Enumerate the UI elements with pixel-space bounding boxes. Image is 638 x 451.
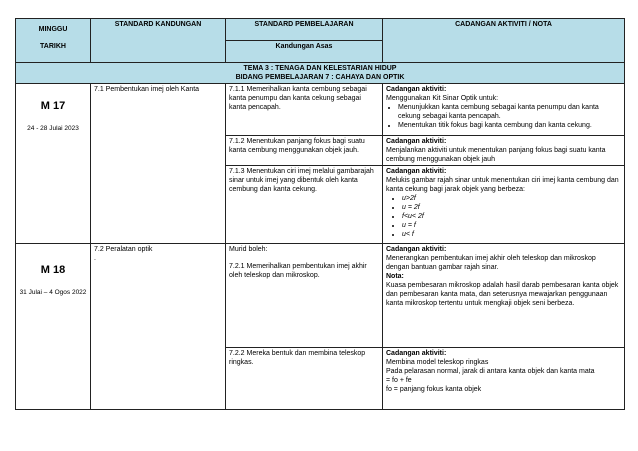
sp-7-1-3: 7.1.3 Menentukan ciri imej melalui gambarajah sinar untuk imej yang dibentuk oleh kanta cembung dan kanta cekung. [226, 166, 383, 244]
note-7-2-1-text: Menerangkan pembentukan imej akhir oleh teleskop dan mikroskop dengan bantuan gambar rajah sinar. [386, 255, 596, 271]
note-7-1-3-bullets [386, 194, 621, 239]
week-m18-cell [16, 244, 91, 410]
header-tarikh: TARIKH [16, 41, 91, 63]
note-7-1-2-title: Cadangan aktiviti: [386, 138, 447, 145]
nota-7-2-1-title: Nota: [386, 273, 404, 280]
note-7-1-2 [383, 136, 625, 166]
week-m17: M 17 [40, 100, 66, 112]
sp-7-2-1 [226, 244, 383, 348]
theme-row [16, 63, 625, 84]
list-item: • u< f [402, 230, 621, 239]
sp-7-1-2: 7.1.2 Menentukan panjang fokus bagi suatu kanta cembung menggunakan objek jauh. [226, 136, 383, 166]
sk-7-2-dot: . [94, 255, 96, 262]
note-7-2-1 [383, 244, 625, 348]
sk-7-1-text: 7.1 Pembentukan imej oleh Kanta [94, 86, 200, 93]
sp-7-2-1-text: 7.2.1 Memerihalkan pembentukan imej akhir oleh teleskop dan mikroskop. [229, 263, 367, 279]
header-standard-pembelajaran: STANDARD PEMBELAJARAN [226, 19, 383, 41]
sp-7-1-1: 7.1.1 Memerihalkan kanta cembung sebagai kanta penumpu dan kanta cekung sebagai kanta pencapah. [226, 84, 383, 136]
list-item: • u>2f [402, 194, 621, 203]
list-item: • u = f [402, 221, 621, 230]
theme-area: BIDANG PEMBELAJARAN 7 : CAHAYA DAN OPTIK [235, 74, 405, 81]
header-kandungan-asas: Kandungan Asas [226, 41, 383, 63]
header-cadangan: CADANGAN AKTIVITI / NOTA [383, 19, 625, 63]
sp-7-2-1-intro: Murid boleh: [229, 246, 268, 253]
nota-7-2-1-text: Kuasa pembesaran mikroskop adalah hasil darab pembesaran kanta objek dan pembesaran kanta mata, dan seterusnya mewajarkan penggunaan kanta mikroskop tertentu untuk mengkaji objek seni berbeza. [386, 282, 619, 307]
note-7-1-1-title: Cadangan aktiviti: [386, 86, 447, 93]
list-item: • f<u< 2f [402, 212, 621, 221]
list-item: • u = 2f [402, 203, 621, 212]
list-item: • Menunjukkan kanta cembung sebagai kanta penumpu dan kanta cekung sebagai kanta pencapah. [398, 103, 621, 121]
week-m18: M 18 [40, 264, 66, 276]
lesson-plan-table [15, 18, 625, 410]
note-7-2-2-title: Cadangan aktiviti: [386, 350, 447, 357]
note-7-1-1 [383, 84, 625, 136]
note-7-2-2 [383, 348, 625, 410]
header-minggu [16, 19, 91, 41]
week-m18-date: 31 Julai – 4 Ogos 2022 [19, 289, 87, 296]
note-7-2-2-line: Pada pelarasan normal, jarak di antara kanta objek dan kanta mata [386, 368, 595, 375]
note-7-1-3-text: Melukis gambar rajah sinar untuk menentukan ciri imej kanta cembung dan kanta cekung bagi jarak objek yang berbeza: [386, 177, 619, 193]
note-7-1-3-title: Cadangan aktiviti: [386, 168, 447, 175]
note-7-1-1-bullets [386, 103, 621, 130]
note-7-1-1-text: Menggunakan Kit Sinar Optik untuk: [386, 95, 499, 102]
sk-7-1 [91, 84, 226, 244]
note-7-2-2-line: = fo + fe [386, 377, 412, 384]
note-7-1-2-text: Menjalankan aktiviti untuk menentukan panjang fokus bagi suatu kanta cembung menggunakan objek jauh [386, 147, 606, 163]
sp-7-2-2: 7.2.2 Mereka bentuk dan membina teleskop ringkas. [226, 348, 383, 410]
header-standard-kandungan: STANDARD KANDUNGAN [91, 19, 226, 63]
note-7-2-2-line: fo = panjang fokus kanta objek [386, 386, 482, 393]
theme-title: TEMA 3 : TENAGA DAN KELESTARIAN HIDUP [243, 65, 397, 72]
note-7-2-2-line: Membina model teleskop ringkas [386, 359, 489, 366]
list-item: • Menentukan titik fokus bagi kanta cembung dan kanta cekung. [398, 121, 621, 130]
week-m17-cell [16, 84, 91, 244]
note-7-1-3 [383, 166, 625, 244]
header-minggu-label: MINGGU [38, 26, 68, 33]
week-m17-date: 24 - 28 Julai 2023 [27, 125, 79, 132]
sk-7-2 [91, 244, 226, 410]
sk-7-2-text: 7.2 Peralatan optik [94, 246, 153, 253]
note-7-2-1-title: Cadangan aktiviti: [386, 246, 447, 253]
